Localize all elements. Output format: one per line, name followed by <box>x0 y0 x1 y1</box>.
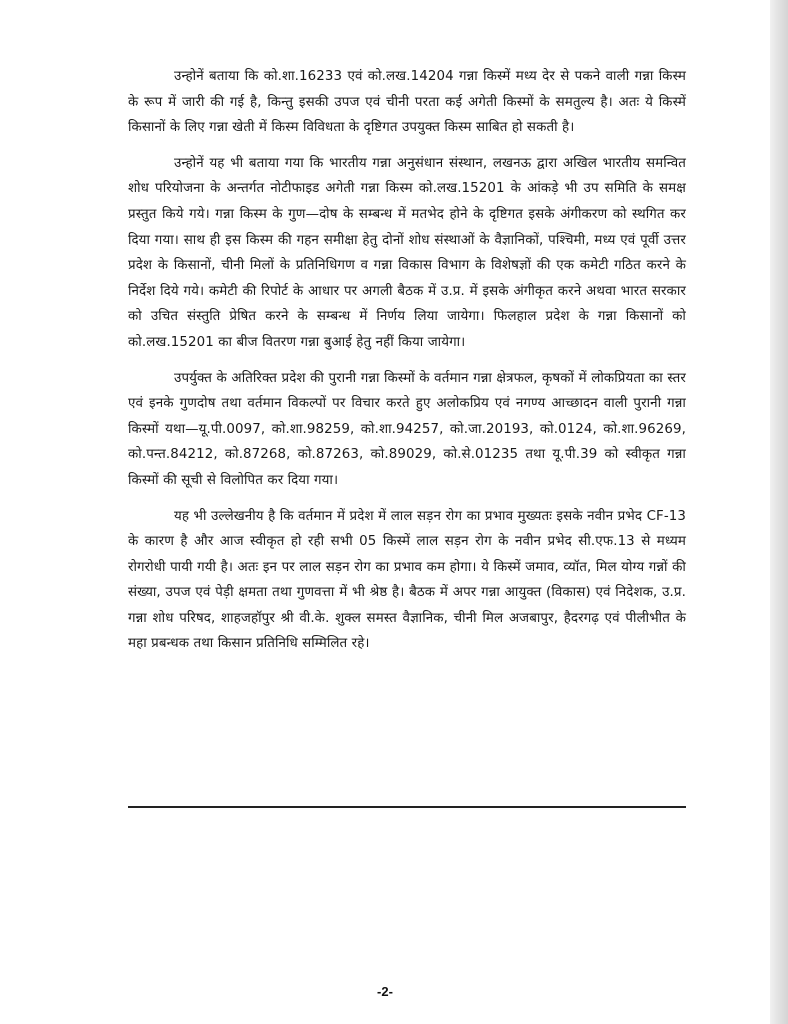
horizontal-rule <box>128 806 686 808</box>
page-number: -2- <box>377 984 393 999</box>
paragraph-1: उन्होनें बताया कि को.शा.16233 एवं को.लख.14204 गन्ना किस्में मध्य देर से पकने वाली गन्ना किस्म के रूप में जारी की गई है, किन्तु इसकी उपज एवं चीनी परता कई अगेती किस्मों के समतुल्य है। अतः ये किस्में किसानों के लिए गन्ना खेती में किस्म विविधता के दृष्टिगत उपयुक्त किस्म साबित हो सकती है। <box>128 69 686 136</box>
document-body <box>128 64 686 667</box>
paragraph-4: यह भी उल्लेखनीय है कि वर्तमान में प्रदेश में लाल सड़न रोग का प्रभाव मुख्यतः इसके नवीन प्रभेद CF-13 के कारण है और आज स्वीकृत हो रही सभी 05 किस्में लाल सड़न रोग के नवीन प्रभेद सी.एफ.13 से मध्यम रोगरोधी पायी गयी है। अतः इन पर लाल सड़न रोग का प्रभाव कम होगा। ये किस्में जमाव, व्यॉत, मिल योग्य गन्नों की संख्या, उपज एवं पेड़ी क्षमता तथा गुणवत्ता में भी श्रेष्ठ है। बैठक में अपर गन्ना आयुक्त (विकास) एवं निदेशक, उ.प्र. गन्ना शोध परिषद, शाहजहॉपुर श्री वी.के. शुक्ल समस्त वैज्ञानिक, चीनी मिल अजबापुर, हैदरगढ़ एवं पीलीभीत के महा प्रबन्धक तथा किसान प्रतिनिधि सम्मिलित रहे। <box>128 508 686 652</box>
paragraph-3: उपर्युक्त के अतिरिक्त प्रदेश की पुरानी गन्ना किस्मों के वर्तमान गन्ना क्षेत्रफल, कृषकों में लोकप्रियता का स्तर एवं इनके गुणदोष तथा वर्तमान विकल्पों पर विचार करते हुए अलोकप्रिय एवं नगण्य आच्छादन वाली पुरानी गन्ना किस्मों यथा—यू.पी.0097, को.शा.98259, को.शा.94257, को.जा.20193, को.0124, को.शा.96269, को.पन्त.84212, को.87268, को.87263, को.89029, को.से.01235 तथा यू.पी.39 को स्वीकृत गन्ना किस्मों की सूची से विलोपित कर दिया गया। <box>128 370 686 488</box>
paragraph-2: उन्होनें यह भी बताया गया कि भारतीय गन्ना अनुसंधान संस्थान, लखनऊ द्वारा अखिल भारतीय समन्वित शोध परियोजना के अन्तर्गत नोटीफाइड अगेती गन्ना किस्म को.लख.15201 के आंकड़े भी उप समिति के समक्ष प्रस्तुत किये गये। गन्ना किस्म के गुण—दोष के सम्बन्ध में मतभेद होने के दृष्टिगत इसके अंगीकरण को स्थगित कर दिया गया। साथ ही इस किस्म की गहन समीक्षा हेतु दोनों शोध संस्थाओं के वैज्ञानिकों, पश्चिमी, मध्य एवं पूर्वी उत्तर प्रदेश के किसानों, चीनी मिलों के प्रतिनिधिगण व गन्ना विकास विभाग के विशेषज्ञों की एक कमेटी गठित करने के निर्देश दिये गये। कमेटी की रिपोर्ट के आधार पर अगली बैठक में उ.प्र. में इसके अंगीकृत करने अथवा भारत सरकार को उचित संस्तुति प्रेषित करने के सम्बन्ध में निर्णय लिया जायेगा। फिलहाल प्रदेश के गन्ना किसानों को को.लख.15201 का बीज वितरण गन्ना बुआई हेतु नहीं किया जायेगा। <box>128 155 686 350</box>
page-edge-shadow <box>770 0 788 1024</box>
